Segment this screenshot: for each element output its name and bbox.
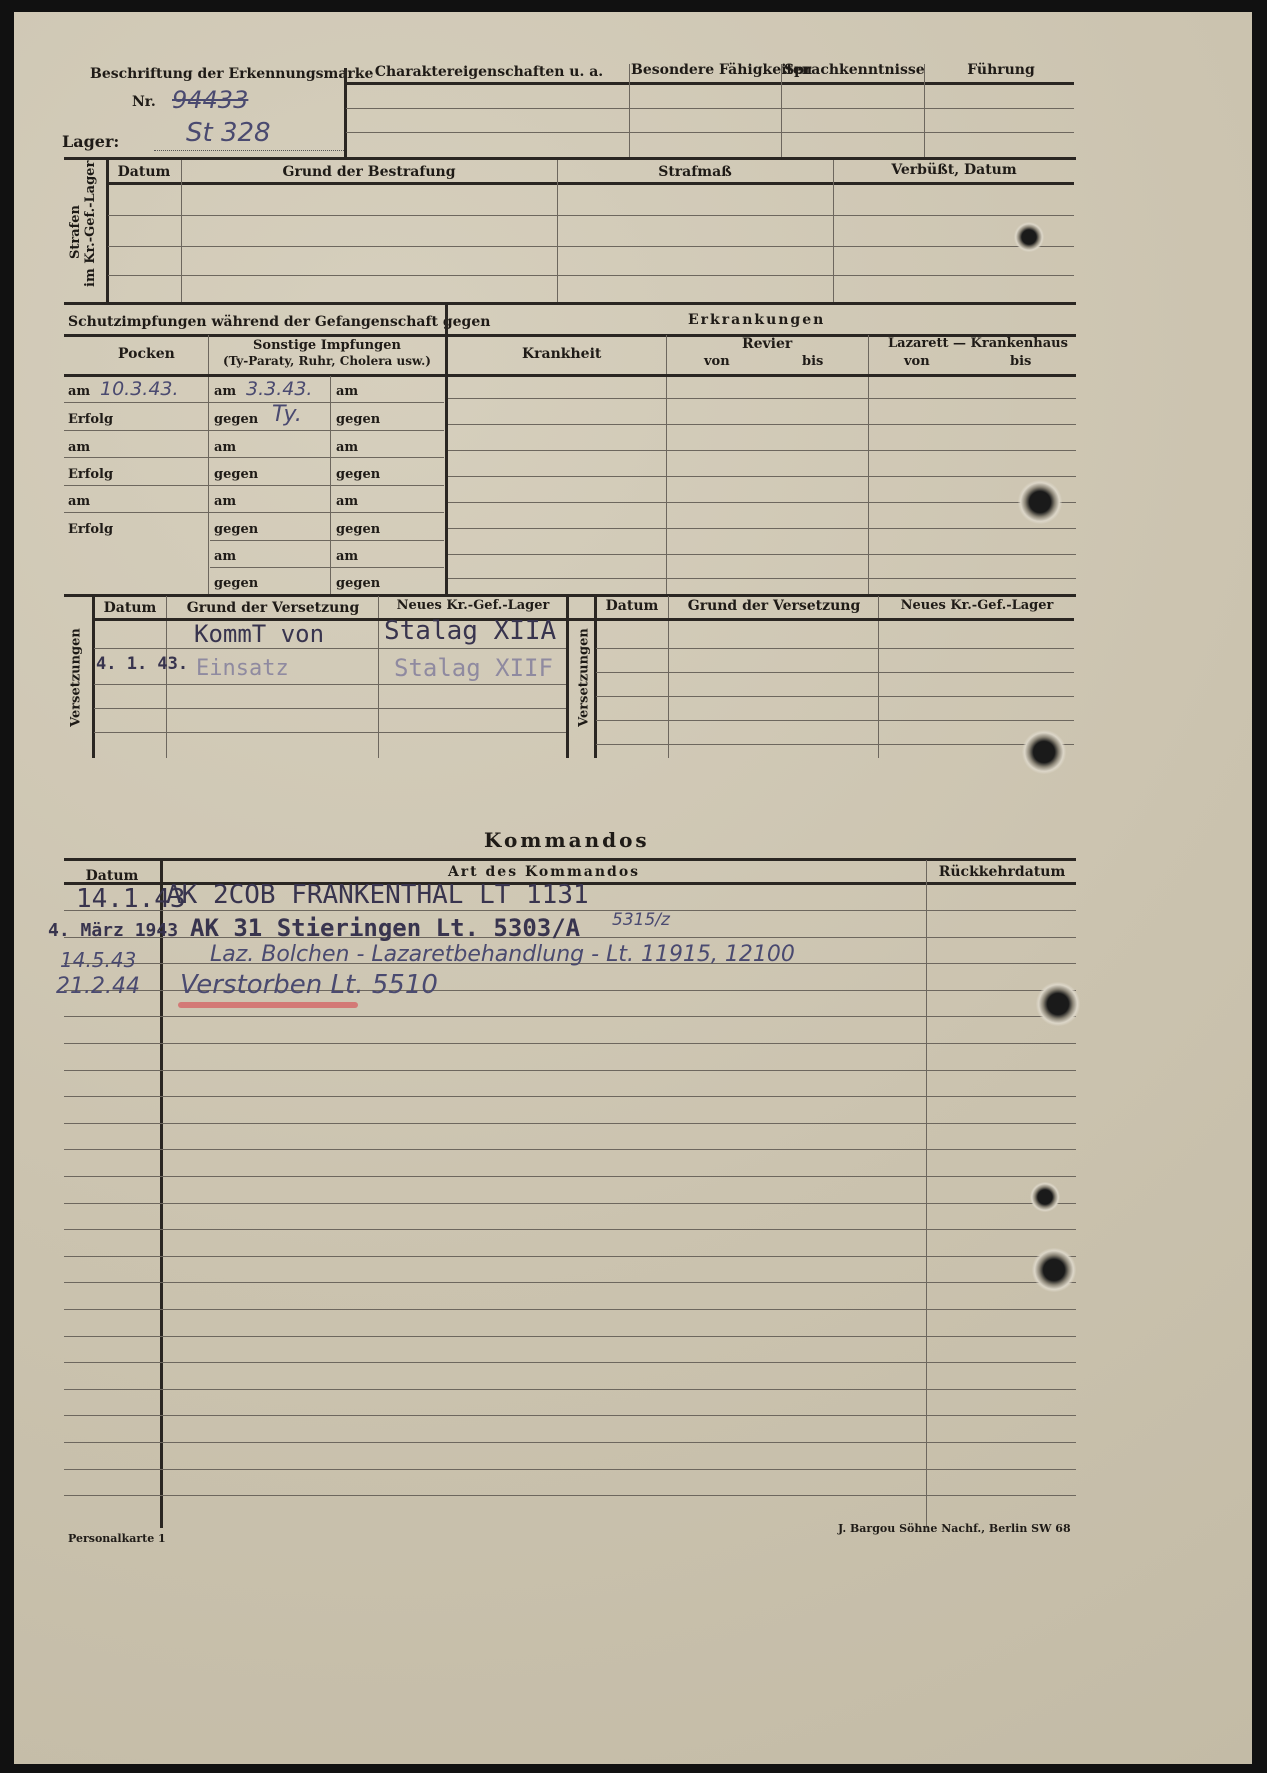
kommando-rule-line [64, 910, 1076, 911]
kommando-row-3-date: 14.5.43 [60, 948, 137, 972]
vers-date: 4. 1. 43. [96, 654, 189, 674]
vers-col-lager-r: Neues Kr.-Gef.-Lager [900, 598, 1054, 613]
pocken-erfolg-3: Erfolg [68, 522, 114, 537]
col-charakter: Charaktereigenschaften u. a. [374, 64, 604, 80]
vers-stamp-einsatz: Einsatz [196, 656, 289, 681]
kommando-rule-line [64, 1389, 1076, 1390]
sonst2-gegen-1: gegen [336, 412, 381, 427]
kommando-rule-line [64, 1043, 1076, 1044]
strafen-side-label: Strafen im Kr.-Gef.-Lager [68, 160, 98, 287]
pocken-am-1: am [68, 384, 91, 399]
kommando-rule-line [64, 1415, 1076, 1416]
sonst-gegen-value: Ty. [272, 402, 302, 427]
kommando-row-2-text: AK 31 Stieringen Lt. 5303/A [190, 914, 581, 942]
sonst2-am-2: am [336, 440, 359, 455]
sonst-gegen-3: gegen [214, 522, 259, 537]
revier-header: Revier [742, 336, 793, 352]
erkrankungen-title: Erkrankungen [688, 312, 826, 328]
lager-value: St 328 [186, 118, 271, 148]
kommando-rule-line [64, 1469, 1076, 1470]
pocken-erfolg-2: Erfolg [68, 467, 114, 482]
sonst-am-1: am [214, 384, 237, 399]
versetzungen-side-label-left: Versetzungen [68, 628, 84, 727]
kommando-rule-line [64, 1096, 1076, 1097]
lazarett-header: Lazarett — Krankenhaus [888, 336, 1068, 351]
kommando-row-4-date: 21.2.44 [56, 974, 140, 999]
sonstige-subheader: (Ty-Paraty, Ruhr, Cholera usw.) [223, 354, 431, 368]
kommando-row-2-date: 4. März 1943 [48, 920, 179, 941]
footer-right: J. Bargou Söhne Nachf., Berlin SW 68 [838, 1522, 1071, 1535]
kommando-row-2-note: 5315/z [612, 910, 670, 930]
vers-col-lager-l: Neues Kr.-Gef.-Lager [396, 598, 550, 613]
kommando-rule-line [64, 1203, 1076, 1204]
sonst-am-2: am [214, 440, 237, 455]
revier-bis: bis [802, 354, 824, 369]
kommando-rule-line [64, 1256, 1076, 1257]
kommando-rule-line [64, 1123, 1076, 1124]
krankheit-header: Krankheit [522, 346, 602, 362]
pocken-date: 10.3.43. [100, 378, 179, 400]
impfungen-title: Schutzimpfungen während der Gefangenschaft gegen [68, 314, 491, 330]
nr-value: 94433 [172, 86, 249, 114]
sonst2-gegen-3: gegen [336, 522, 381, 537]
sonst2-am-1: am [336, 384, 359, 399]
kommando-rule-line [64, 1229, 1076, 1230]
kommando-rule-line [64, 1070, 1076, 1071]
vers-col-grund-r: Grund der Versetzung [687, 598, 861, 614]
kommando-rule-line [64, 1309, 1076, 1310]
kommando-rule-line [64, 1016, 1076, 1017]
punch-hole [1030, 1182, 1060, 1212]
versetzungen-side-label-right: Versetzungen [576, 628, 592, 727]
sonst2-am-4: am [336, 549, 359, 564]
sonstige-header: Sonstige Impfungen [253, 338, 401, 353]
punch-hole [1014, 222, 1044, 252]
sonst-gegen-4: gegen [214, 576, 259, 591]
col-faehigkeiten: Besondere Fähigkeiten [631, 62, 813, 78]
vers-col-grund-l: Grund der Versetzung [186, 600, 360, 616]
pocken-am-2: am [68, 440, 91, 455]
nr-label: Nr. [132, 94, 156, 110]
kommando-rule-line [64, 1176, 1076, 1177]
kommando-rule-line [64, 1362, 1076, 1363]
pocken-header: Pocken [118, 346, 175, 362]
sonst-am-4: am [214, 549, 237, 564]
col-sprachen: Sprachkenntnisse [784, 62, 925, 78]
kommando-rule-line [64, 1495, 1076, 1496]
kommando-rule-line [64, 1336, 1076, 1337]
sonst-am-3: am [214, 494, 237, 509]
kommando-col-rueckkehr: Rückkehrdatum [938, 864, 1066, 880]
red-underline [178, 1002, 358, 1008]
lazarett-von: von [904, 354, 930, 369]
kommando-row-1-text: AK 2COB FRANKENTHAL LT 1131 [166, 880, 589, 910]
sonst2-am-3: am [336, 494, 359, 509]
sonst2-gegen-4: gegen [336, 576, 381, 591]
sonst2-gegen-2: gegen [336, 467, 381, 482]
kommando-rule-line [64, 1442, 1076, 1443]
kommando-row-1-date: 14.1.43 [76, 884, 186, 914]
strafen-col-grund: Grund der Bestrafung [282, 164, 456, 180]
kommando-rule-line [64, 1149, 1076, 1150]
kommando-rule-line [64, 1282, 1076, 1283]
kommandos-title: Kommandos [484, 828, 650, 852]
vers-stamp-kommt: KommT von [194, 620, 325, 648]
pocken-erfolg-1: Erfolg [68, 412, 114, 427]
sonst-gegen-2: gegen [214, 467, 259, 482]
punch-hole [1022, 730, 1066, 774]
vers-stamp-lager-1: Stalag XIIA [384, 616, 557, 646]
personalkarte-sheet [14, 12, 1252, 1764]
kommando-col-datum: Datum [85, 868, 139, 884]
kommando-row-4-text: Verstorben Lt. 5510 [180, 970, 438, 1000]
col-fuehrung: Führung [967, 62, 1035, 78]
strafen-col-verbuesst: Verbüßt, Datum [891, 162, 1017, 178]
punch-hole [1032, 1248, 1076, 1292]
punch-hole [1018, 480, 1062, 524]
vers-col-datum-l: Datum [103, 600, 157, 616]
vers-col-datum-r: Datum [605, 598, 659, 614]
sonst-gegen-1: gegen [214, 412, 259, 427]
strafen-col-datum: Datum [117, 164, 171, 180]
sonst-date: 3.3.43. [246, 378, 313, 400]
footer-left: Personalkarte 1 [68, 1532, 166, 1545]
id-tag-title: Beschriftung der Erkennungsmarke [90, 66, 374, 82]
revier-von: von [704, 354, 730, 369]
lazarett-bis: bis [1010, 354, 1032, 369]
pocken-am-3: am [68, 494, 91, 509]
kommando-row-3-text: Laz. Bolchen - Lazaretbehandlung - Lt. 11915, 12100 [210, 942, 795, 967]
punch-hole [1036, 982, 1080, 1026]
strafen-col-strafmass: Strafmaß [658, 164, 732, 180]
kommando-col-art: Art des Kommandos [447, 864, 641, 880]
lager-label: Lager: [62, 132, 120, 151]
vers-stamp-lager-2: Stalag XIIF [394, 654, 553, 682]
